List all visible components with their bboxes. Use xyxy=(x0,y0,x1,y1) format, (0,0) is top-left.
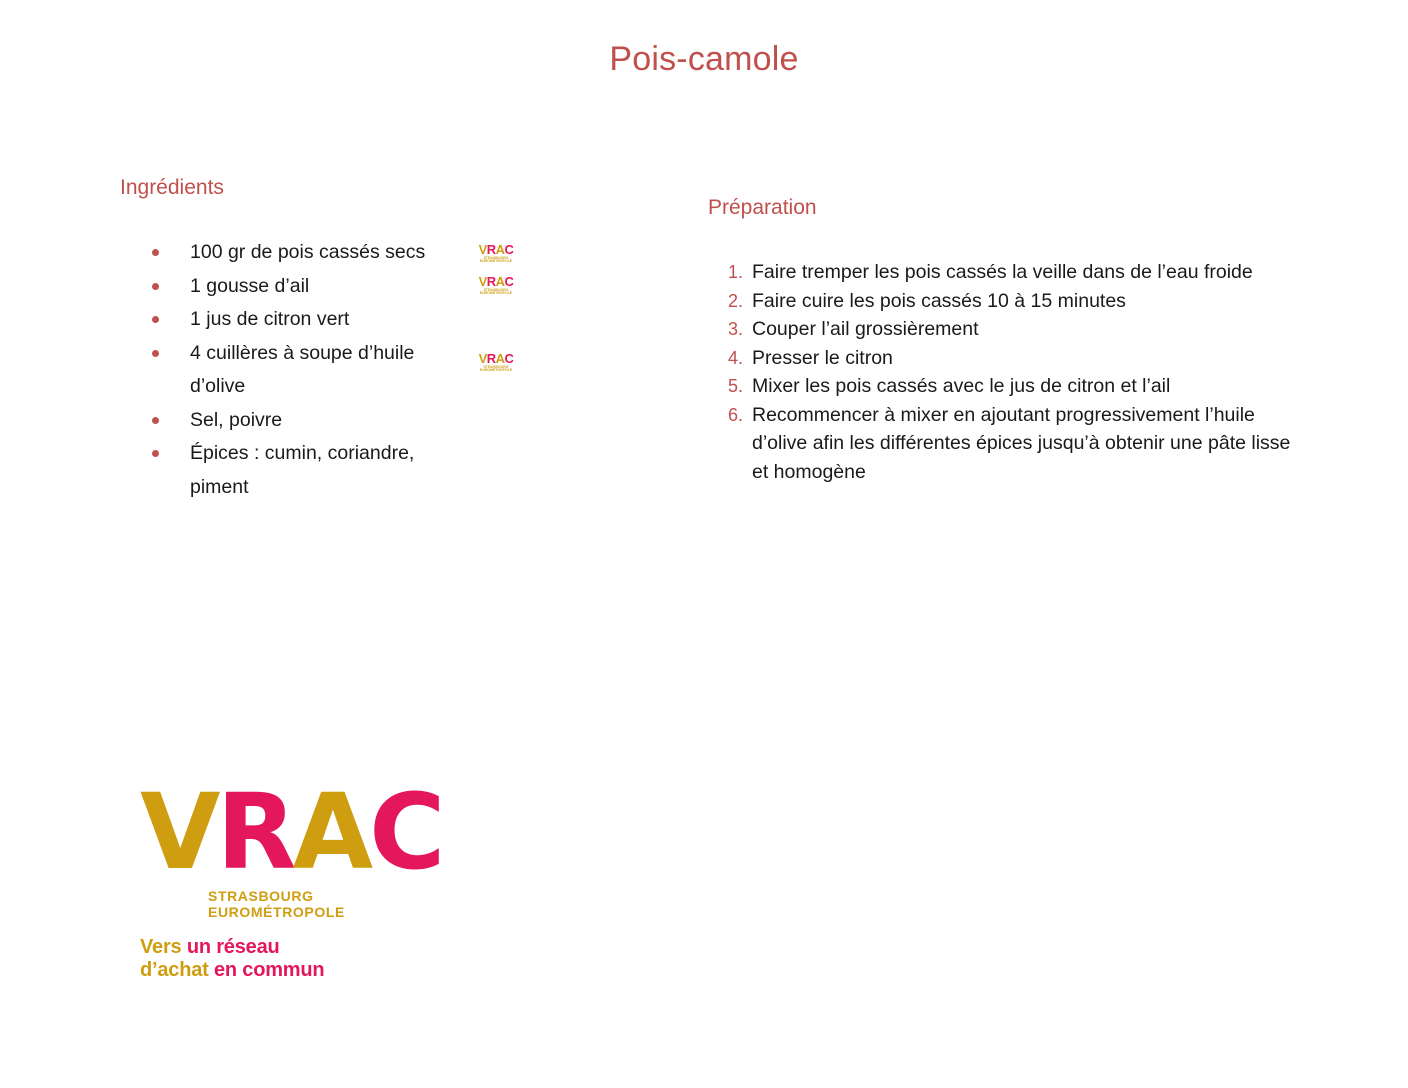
bullet-icon xyxy=(152,350,159,357)
list-item xyxy=(712,315,1312,344)
step-text: Recommencer à mixer en ajoutant progressivement l’huile d’olive afin les différentes épices jusqu’à obtenir une pâte lisse et homogène xyxy=(752,403,1291,483)
list-item xyxy=(130,236,460,270)
list-item xyxy=(130,404,460,438)
ingredients-list xyxy=(130,236,460,504)
step-number: 1. xyxy=(727,262,743,282)
bullet-icon xyxy=(152,450,159,457)
step-number: 4. xyxy=(727,347,743,368)
ingredient-text: 4 cuillères à soupe d’huile d’olive xyxy=(190,341,415,397)
list-item xyxy=(130,437,460,504)
ingredient-text: Sel, poivre xyxy=(190,408,283,431)
step-number: 2. xyxy=(727,290,743,311)
ingredient-text: 1 gousse d’ail xyxy=(190,274,310,297)
vrac-mini-logo-icon xyxy=(478,352,514,373)
preparation-heading: Préparation xyxy=(708,196,817,219)
vrac-logo xyxy=(140,771,442,982)
preparation-list xyxy=(712,258,1312,486)
step-text: Faire cuire les pois cassés 10 à 15 minutes xyxy=(752,289,1126,312)
ingredients-heading: Ingrédients xyxy=(120,176,224,199)
bullet-icon xyxy=(152,249,159,256)
vrac-mini-logo-icon xyxy=(478,275,514,296)
vrac-mini-wordmark: VRAC xyxy=(478,242,514,257)
logo-letter-v: V xyxy=(140,771,217,893)
logo-letter-r: R xyxy=(216,771,293,893)
step-text: Mixer les pois cassés avec le jus de citron et l’ail xyxy=(752,375,1171,397)
step-number: 3. xyxy=(727,319,743,339)
logo-letter-c: C xyxy=(369,771,442,893)
logo-tagline xyxy=(140,936,400,982)
step-text: Presser le citron xyxy=(752,346,893,369)
ingredient-text: 1 jus de citron vert xyxy=(190,308,350,330)
list-item xyxy=(130,303,460,337)
vrac-mini-wordmark: VRAC xyxy=(478,274,514,289)
logo-city-line2: EUROMÉTROPOLE xyxy=(208,904,345,920)
list-item xyxy=(712,401,1312,487)
vrac-mini-subtitle: STRASBOURG EUROMÉTROPOLE xyxy=(479,256,513,264)
bullet-icon xyxy=(152,417,159,424)
vrac-mini-subtitle: STRASBOURG EUROMÉTROPOLE xyxy=(479,365,513,373)
ingredient-text: Épices : cumin, coriandre, piment xyxy=(190,442,415,498)
list-item xyxy=(712,258,1312,287)
logo-letter-a: A xyxy=(292,771,370,893)
list-item xyxy=(130,337,460,404)
step-text: Couper l’ail grossièrement xyxy=(752,318,979,340)
step-number: 6. xyxy=(727,404,743,425)
list-item xyxy=(712,287,1312,316)
page-title: Pois-camole xyxy=(609,40,799,78)
vrac-wordmark xyxy=(140,771,442,893)
ingredient-text: 100 gr de pois cassés secs xyxy=(190,241,426,263)
vrac-mini-subtitle: STRASBOURG EUROMÉTROPOLE xyxy=(479,288,513,296)
bullet-icon xyxy=(152,283,159,290)
logo-tagline-line1: Vers un réseau xyxy=(140,936,280,958)
step-number: 5. xyxy=(727,376,743,396)
list-item xyxy=(130,270,460,304)
step-text: Faire tremper les pois cassés la veille dans de l’eau froide xyxy=(752,261,1253,283)
list-item xyxy=(712,344,1312,373)
bullet-icon xyxy=(152,316,159,323)
vrac-mini-logo-icon xyxy=(478,243,514,264)
logo-city-line1: STRASBOURG xyxy=(208,888,314,904)
logo-tagline-line2: d’achat en commun xyxy=(140,959,325,981)
vrac-mini-wordmark: VRAC xyxy=(478,351,514,366)
list-item xyxy=(712,372,1312,401)
